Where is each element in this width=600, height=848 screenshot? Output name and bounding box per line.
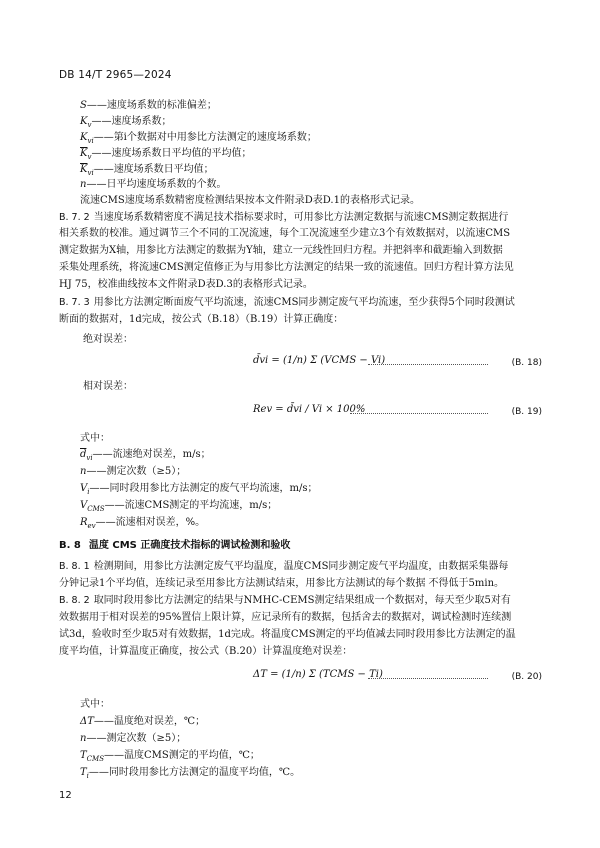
clause-number: B. 7. 3 (59, 297, 90, 308)
definition-row (80, 465, 600, 479)
section-heading-b8 (59, 539, 600, 553)
formula-number: (B. 19) (511, 407, 542, 417)
definition-row (80, 131, 600, 148)
definition-text: ——温度CMS测定的平均值，℃； (104, 750, 260, 761)
definition-row (80, 448, 600, 465)
symbol: $V_i$ (80, 483, 90, 496)
formula-expression: ΔT = (1/n) Σ (TCMS − Ti) (253, 669, 383, 680)
definition-text: ——同时段用参比方法测定的废气平均流速，m/s； (89, 483, 318, 494)
definition-row (80, 516, 600, 533)
document-id: DB 14/T 2965—2024 (59, 69, 172, 81)
where-label: 式中： (80, 699, 110, 710)
clause-text: 当速度场系数精密度不满足技术指标要求时，可用参比方法测定数据与流速CMS测定数据进行 (93, 212, 509, 223)
clause-line: 分钟记录1个平均值，连续记录至用参比方法测试结束，用参比方法测试的每个数据 不得低于5min。 (59, 578, 505, 589)
clause-line: 采集处理系统，将流速CMS测定值修正为与用参比方法测定的结果一致的流速值。回归方程计算方法见 (59, 262, 514, 273)
leader-dots (368, 678, 488, 679)
definition-row (80, 749, 600, 766)
label-absolute-error: 绝对误差： (83, 334, 133, 345)
formula-b19 (0, 404, 600, 422)
definition-row (80, 715, 600, 729)
clause-line: 测定数据为X轴，用参比方法测定的数据为Y轴，建立一元线性回归方程。并把斜率和截距输入到数据 (59, 245, 503, 256)
leader-dots (350, 413, 488, 414)
symbol: $V_{CMS}$ (80, 500, 105, 513)
clause-text: 用参比方法测定断面废气平均流速，流速CMS同步测定废气平均流速，至少获得5个同时段测试 (93, 297, 515, 308)
symbol: n (80, 466, 87, 477)
symbol: ΔT (80, 716, 94, 727)
formula-b20 (0, 669, 600, 687)
paragraph: 流速CMS速度场系数精密度检测结果按本文件附录D表D.1的表格形式记录。 (80, 195, 420, 206)
clause-line: 相关系数的校准。通过调节三个不同的工况流速，每个工况流速至少建立3个有效数据对，以流速CMS (59, 228, 511, 239)
definition-text: ——测定次数（≥5）； (86, 466, 187, 477)
symbol: n (80, 179, 87, 190)
section-number: B. 8 (59, 540, 81, 551)
definition-row (80, 732, 600, 746)
definition-text: ——日平均速度场系数的个数。 (86, 179, 227, 190)
label-relative-error: 相对误差： (83, 381, 133, 392)
leader-dots (368, 364, 488, 365)
section-title: 温度 CMS 正确度技术指标的调试检测和验收 (88, 540, 291, 551)
definition-text: ——流速相对误差，%。 (95, 517, 206, 528)
clause-b81 (59, 560, 600, 574)
clause-line: HJ 75，校准曲线按本文件附录D表D.3的表格形式记录。 (59, 279, 313, 290)
clause-b82 (59, 594, 600, 608)
clause-number: B. 7. 2 (59, 212, 90, 223)
definition-row (80, 99, 600, 113)
symbol: $R_{ev}$ (80, 517, 96, 530)
definition-text: ——速度场系数的标准偏差； (86, 100, 217, 111)
symbol: $K_{vi}$ (80, 132, 94, 145)
definition-text: ——流速绝对误差，m/s； (92, 449, 211, 460)
symbol: $T_i$ (80, 767, 89, 780)
definition-text: ——流速CMS测定的平均流速，m/s； (104, 500, 278, 511)
symbol: $\overline{K}_{vi}$ (80, 164, 94, 177)
clause-b72 (59, 211, 600, 225)
clause-b73 (59, 296, 600, 310)
page-number: 12 (59, 790, 72, 801)
definition-row (80, 499, 600, 516)
where-label: 式中： (80, 433, 110, 444)
definition-row (80, 482, 600, 499)
definition-text: ——同时段用参比方法测定的温度平均值，℃。 (88, 767, 301, 778)
symbol: S (80, 100, 87, 111)
symbol: $\overline{K}_v$ (80, 148, 92, 161)
definition-text: ——速度场系数日平均值的平均值； (91, 148, 252, 159)
symbol: $T_{CMS}$ (80, 750, 104, 763)
formula-number: (B. 18) (511, 358, 542, 368)
definition-text: ——测定次数（≥5）； (86, 733, 187, 744)
definition-row (80, 766, 600, 783)
symbol: n (80, 733, 87, 744)
symbol: $K_v$ (80, 116, 92, 129)
definition-row (80, 115, 600, 132)
clause-text: 取同时段用参比方法测定的结果与NMHC-CEMS测定结果组成一个数据对，每天至少取5对有 (93, 595, 511, 606)
clause-line: 效数据用于相对误差的95%置信上限计算，应记录所有的数据，包括舍去的数据对，调试检测时连续测 (59, 612, 512, 623)
definition-text: ——温度绝对误差，℃； (93, 716, 206, 727)
definition-text: ——第i个数据对中用参比方法测定的速度场系数； (93, 132, 317, 143)
formula-expression: d̄vi = (1/n) Σ (VCMS − Vi) (253, 355, 386, 366)
clause-line: 断面的数据对，1d完成，按公式（B.18）（B.19）计算正确度： (59, 314, 344, 325)
definition-text: ——速度场系数日平均值； (93, 164, 214, 175)
formula-b18 (0, 355, 600, 373)
clause-text: 检测期间，用参比方法测定废气平均温度，温度CMS同步测定废气平均温度，由数据采集器每 (93, 561, 509, 572)
symbol: $\overline{d}_{vi}$ (80, 449, 93, 462)
definition-row (80, 147, 600, 164)
definition-row (80, 178, 600, 192)
clause-line: 度平均值，计算温度正确度，按公式（B.20）计算温度绝对误差： (59, 646, 353, 657)
definition-text: ——速度场系数； (91, 116, 172, 127)
formula-expression: Rev = d̄vi / Vi × 100% (253, 404, 366, 415)
clause-line: 试3d，验收时至少取5对有效数据，1d完成。将温度CMS测定的平均值减去同时段用参比方法测定的温 (59, 629, 516, 640)
clause-number: B. 8. 1 (59, 561, 90, 572)
formula-number: (B. 20) (511, 672, 542, 682)
clause-number: B. 8. 2 (59, 595, 90, 606)
